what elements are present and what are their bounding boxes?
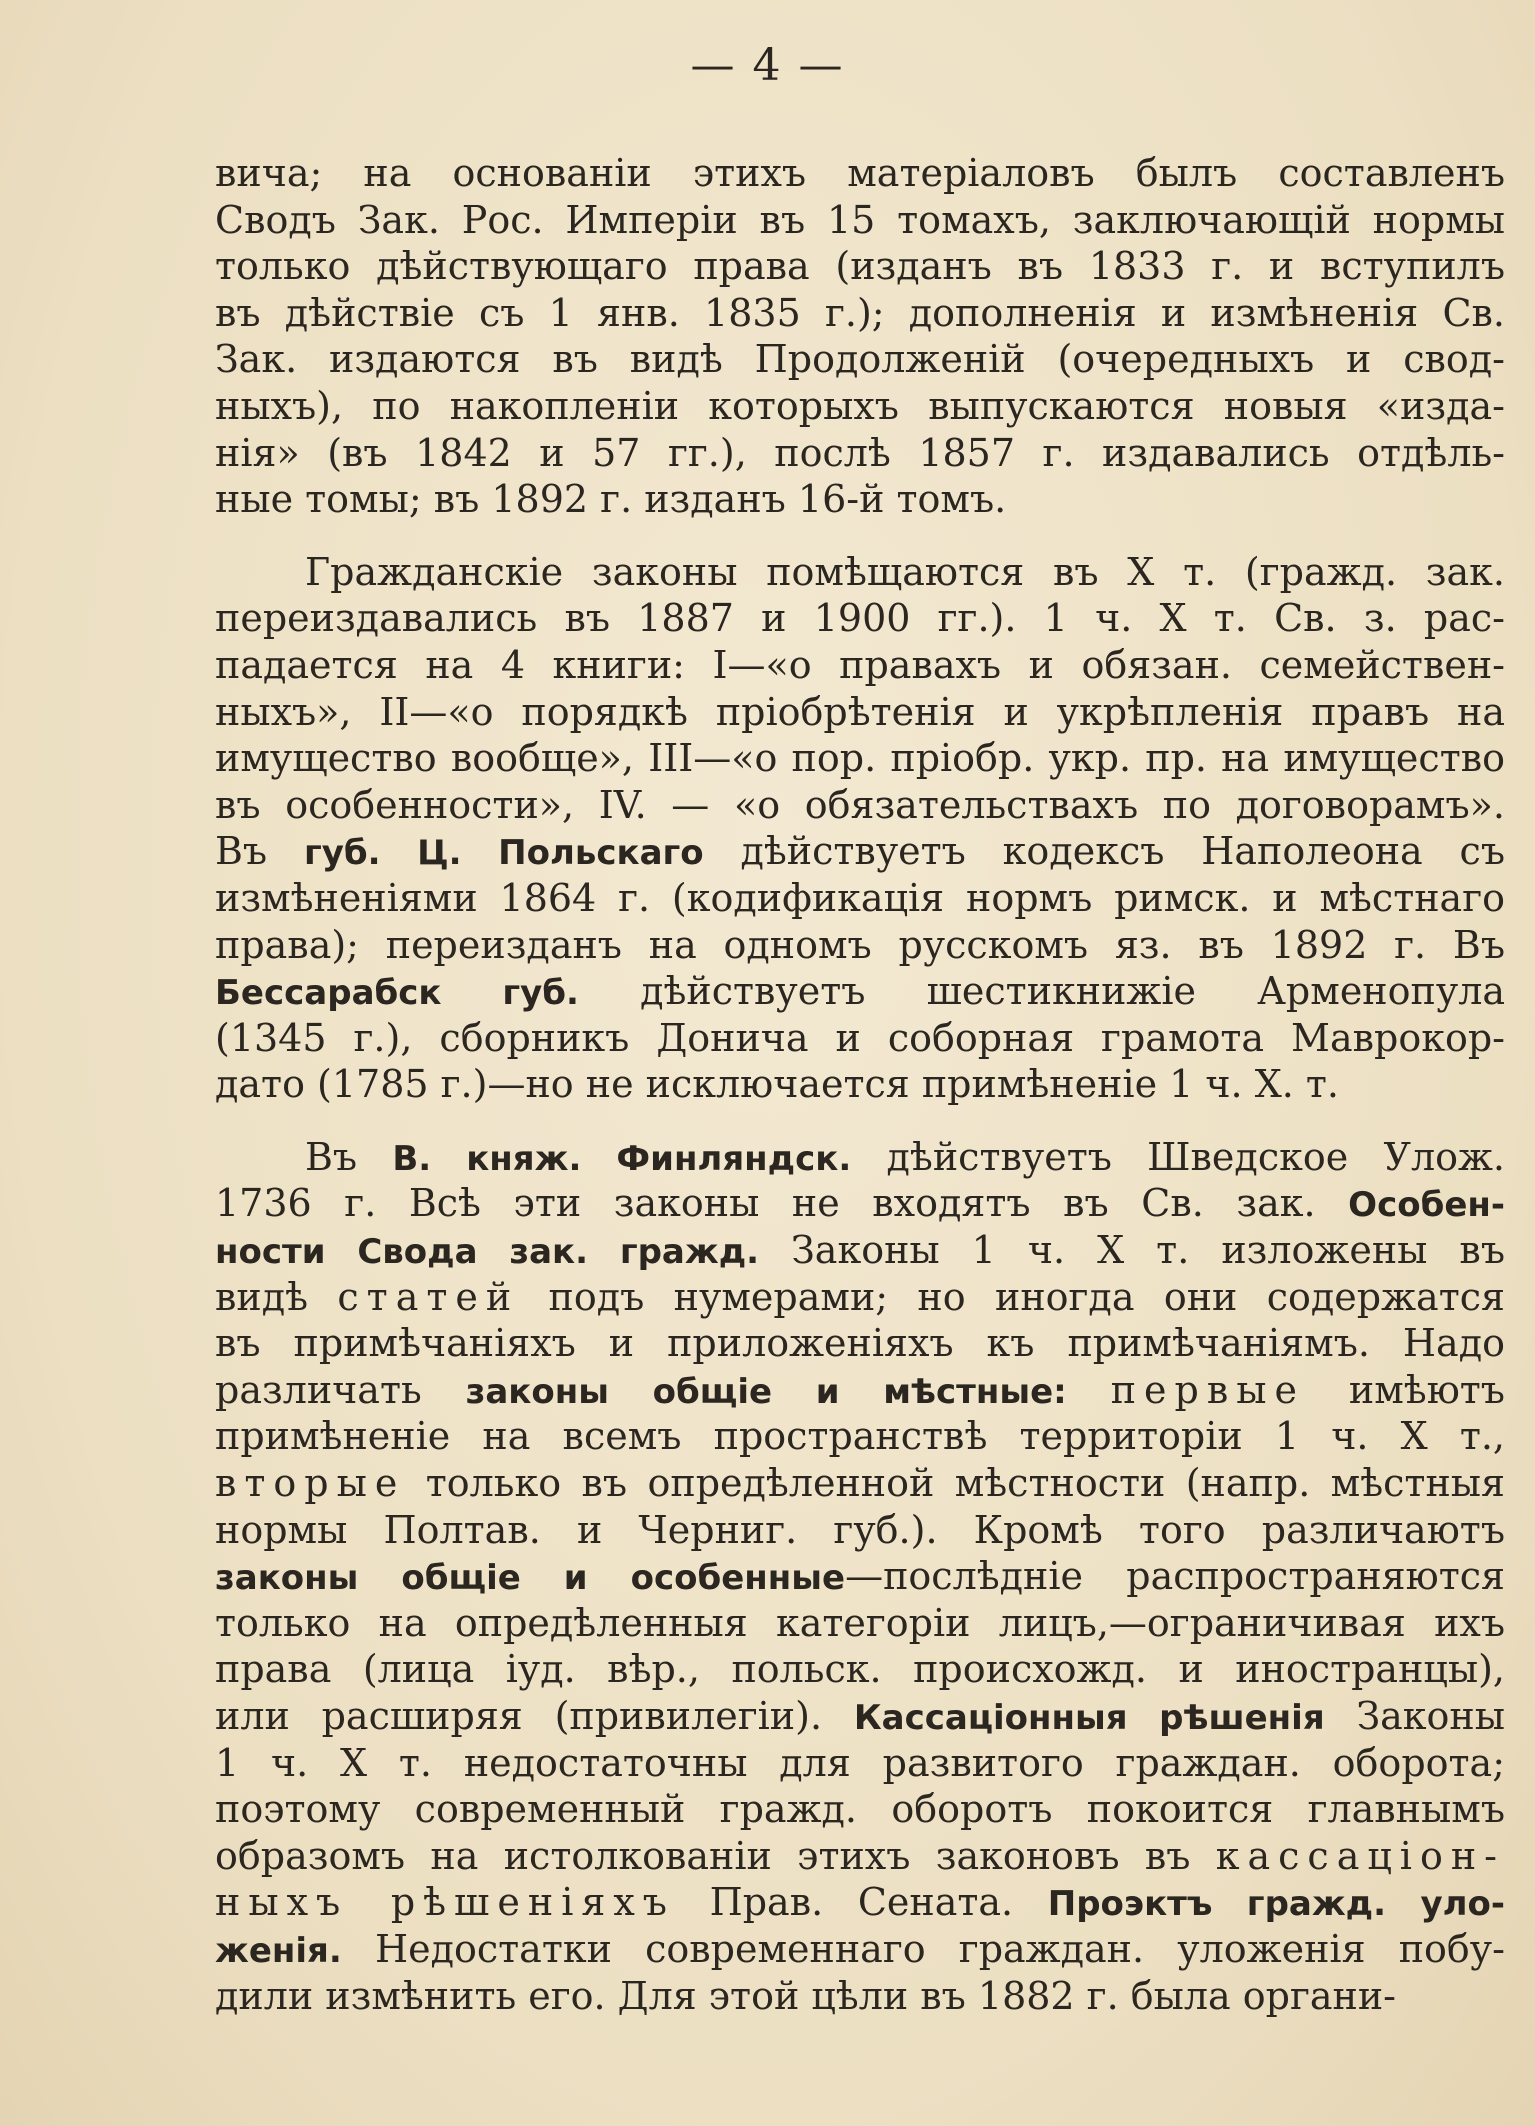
text-run: дѣйствуетъ кодексъ Наполеона съ (703, 829, 1505, 874)
text-line (215, 1740, 1505, 1787)
text-run: только на опредѣленныя категоріи лицъ,—ограничивая ихъ (215, 1600, 1505, 1645)
text-line (215, 828, 1505, 875)
text-run: въ дѣйствіе съ 1 янв. 1835 г.); дополненія и измѣненія Св. (215, 290, 1505, 335)
text-run: видѣ (215, 1274, 338, 1319)
body-text (215, 150, 1505, 2019)
page-number: — 4 — (690, 40, 845, 91)
text-run: Гражданскіе законы помѣщаются въ X т. (гражд. зак. (305, 549, 1505, 594)
text-run: измѣненіями 1864 г. (кодификація нормъ римск. и мѣстнаго (215, 875, 1505, 920)
text-line (215, 1413, 1505, 1460)
text-run: Прав. Сената. (674, 1880, 1048, 1925)
spaced-emphasis: первые (1110, 1367, 1305, 1412)
text-run: въ примѣчаніяхъ и приложеніяхъ къ примѣчаніямъ. Надо (215, 1321, 1505, 1366)
bold-term: Кассаціонныя рѣшенія (853, 1698, 1325, 1738)
text-run: Зак. издаются въ видѣ Продолженій (очередныхъ и свод- (215, 337, 1505, 382)
text-run: ныхъ), по накопленіи которыхъ выпускаются новыя «изда- (215, 383, 1505, 428)
text-run: ныхъ», II—«о порядкѣ пріобрѣтенія и укрѣпленія правъ на (215, 689, 1505, 734)
text-run: только въ опредѣленной мѣстности (напр. мѣстныя (405, 1461, 1505, 1506)
spaced-emphasis: ныхъ рѣшеніяхъ (215, 1880, 675, 1925)
text-line (215, 1926, 1505, 1973)
paragraph-gap (215, 1108, 1505, 1134)
text-run: вичa; на основаніи этихъ матеріаловъ былъ составленъ (215, 151, 1505, 195)
bold-term: губ. Ц. Польскаго (303, 833, 704, 874)
text-line (215, 1274, 1505, 1321)
text-run: права); переизданъ на одномъ русскомъ яз. въ 1892 г. Въ (215, 922, 1505, 967)
text-line (215, 197, 1505, 244)
text-line (215, 1600, 1505, 1647)
text-run: только дѣйствующаго права (изданъ въ 1833 г. и вступилъ (215, 244, 1505, 289)
text-line (215, 476, 1505, 523)
bold-term: законы общіе и особенные (215, 1558, 846, 1599)
text-run: ные томы; въ 1892 г. изданъ 16-й томъ. (215, 477, 1007, 522)
text-run: права (лица іуд. вѣр., польск. происхожд. и иностранцы), (215, 1647, 1505, 1692)
text-line (215, 290, 1505, 337)
text-line (215, 735, 1505, 782)
text-line (215, 782, 1505, 829)
bold-term: законы общіе и мѣстные: (465, 1371, 1067, 1412)
text-run: дато (1785 г.)—но не исключается примѣненіе 1 ч. X. т. (215, 1062, 1340, 1107)
bold-term: Бессарабск губ. (215, 973, 579, 1014)
text-run: 1736 г. Всѣ эти законы не входятъ въ Св. зак. (215, 1181, 1349, 1226)
text-run: падается на 4 книги: I—«о правахъ и обязан. семействен- (215, 642, 1505, 687)
text-line (215, 1693, 1505, 1740)
text-run: поэтому современный гражд. оборотъ покоится главнымъ (215, 1787, 1505, 1832)
text-line (215, 1061, 1505, 1108)
text-run: или расширяя (привилегіи). (215, 1694, 854, 1738)
text-line (215, 430, 1505, 477)
text-line (215, 336, 1505, 383)
text-run: Законы (1324, 1694, 1506, 1738)
text-run (1067, 1368, 1111, 1412)
text-line (215, 642, 1505, 689)
bold-term: В. княж. Финляндск. (392, 1138, 852, 1179)
spaced-emphasis: кассаціон- (1215, 1833, 1505, 1878)
text-run: переиздавались въ 1887 и 1900 гг.). 1 ч. X т. Св. з. рас- (215, 596, 1505, 641)
text-line (215, 150, 1505, 197)
bold-term: Проэктъ гражд. уло- (1047, 1884, 1505, 1925)
text-run: подъ нумерами; но иногда они содержатся (519, 1274, 1505, 1319)
text-line (215, 1646, 1505, 1693)
text-run: Сводъ Зак. Рос. Имперіи въ 15 томахъ, заключающій нормы (215, 197, 1505, 242)
text-line (215, 1227, 1505, 1274)
spaced-emphasis: статей (337, 1274, 520, 1319)
bold-term: женія. (215, 1930, 342, 1971)
text-run: —послѣдніе распространяются (845, 1554, 1505, 1599)
text-line (215, 1367, 1505, 1414)
text-run: образомъ на истолкованіи этихъ законовъ въ (215, 1833, 1216, 1878)
text-line (215, 1973, 1505, 2020)
text-run: въ особенности», IV. — «о обязательствахъ по договорамъ». (215, 782, 1505, 827)
paragraph-gap (215, 523, 1505, 549)
text-run: различать (215, 1367, 466, 1412)
text-line (215, 968, 1505, 1015)
text-line (215, 922, 1505, 969)
text-line (215, 1786, 1505, 1833)
text-run: Законы 1 ч. X т. изложены въ (759, 1228, 1506, 1273)
text-run: дили измѣнить его. Для этой цѣли въ 1882 г. была органи- (215, 1973, 1397, 2018)
text-run: имѣютъ (1304, 1367, 1505, 1412)
text-line (215, 595, 1505, 642)
text-run: дѣйствуетъ Шведское Улож. (851, 1134, 1505, 1179)
text-line (215, 1460, 1505, 1507)
spaced-emphasis: вторые (215, 1461, 406, 1506)
text-line (215, 1320, 1505, 1367)
text-line (215, 1134, 1505, 1181)
text-line (215, 875, 1505, 922)
text-line (215, 383, 1505, 430)
text-line (215, 1180, 1505, 1227)
text-run: дѣйствуетъ шестикнижіе Арменопула (578, 969, 1505, 1014)
text-line (215, 1833, 1505, 1880)
text-line (215, 1879, 1505, 1926)
text-run: Въ (305, 1134, 393, 1179)
text-run: примѣненіе на всемъ пространствѣ территоріи 1 ч. X т., (215, 1414, 1505, 1459)
text-run: нія» (въ 1842 и 57 гг.), послѣ 1857 г. издавались отдѣль- (215, 430, 1505, 475)
text-line (215, 1553, 1505, 1600)
text-line (215, 689, 1505, 736)
text-run: нормы Полтав. и Черниг. губ.). Кромѣ того различаютъ (215, 1507, 1505, 1552)
text-run: (1345 г.), сборникъ Донича и соборная грамота Маврокор- (215, 1015, 1505, 1060)
text-line (215, 549, 1505, 596)
text-run: имущество вообще», III—«о пор. пріобр. укр. пр. на имущество (215, 736, 1505, 781)
text-line (215, 243, 1505, 290)
text-run: Недостатки современнаго граждан. уложенія побу- (341, 1926, 1505, 1971)
text-line (215, 1015, 1505, 1062)
bold-term: ности Свода зак. гражд. (215, 1232, 760, 1273)
bold-term: Особен- (1348, 1185, 1505, 1226)
text-line (215, 1507, 1505, 1554)
text-run: 1 ч. X т. недостаточны для развитого граждан. оборота; (215, 1740, 1505, 1785)
text-run: Въ (215, 829, 304, 874)
